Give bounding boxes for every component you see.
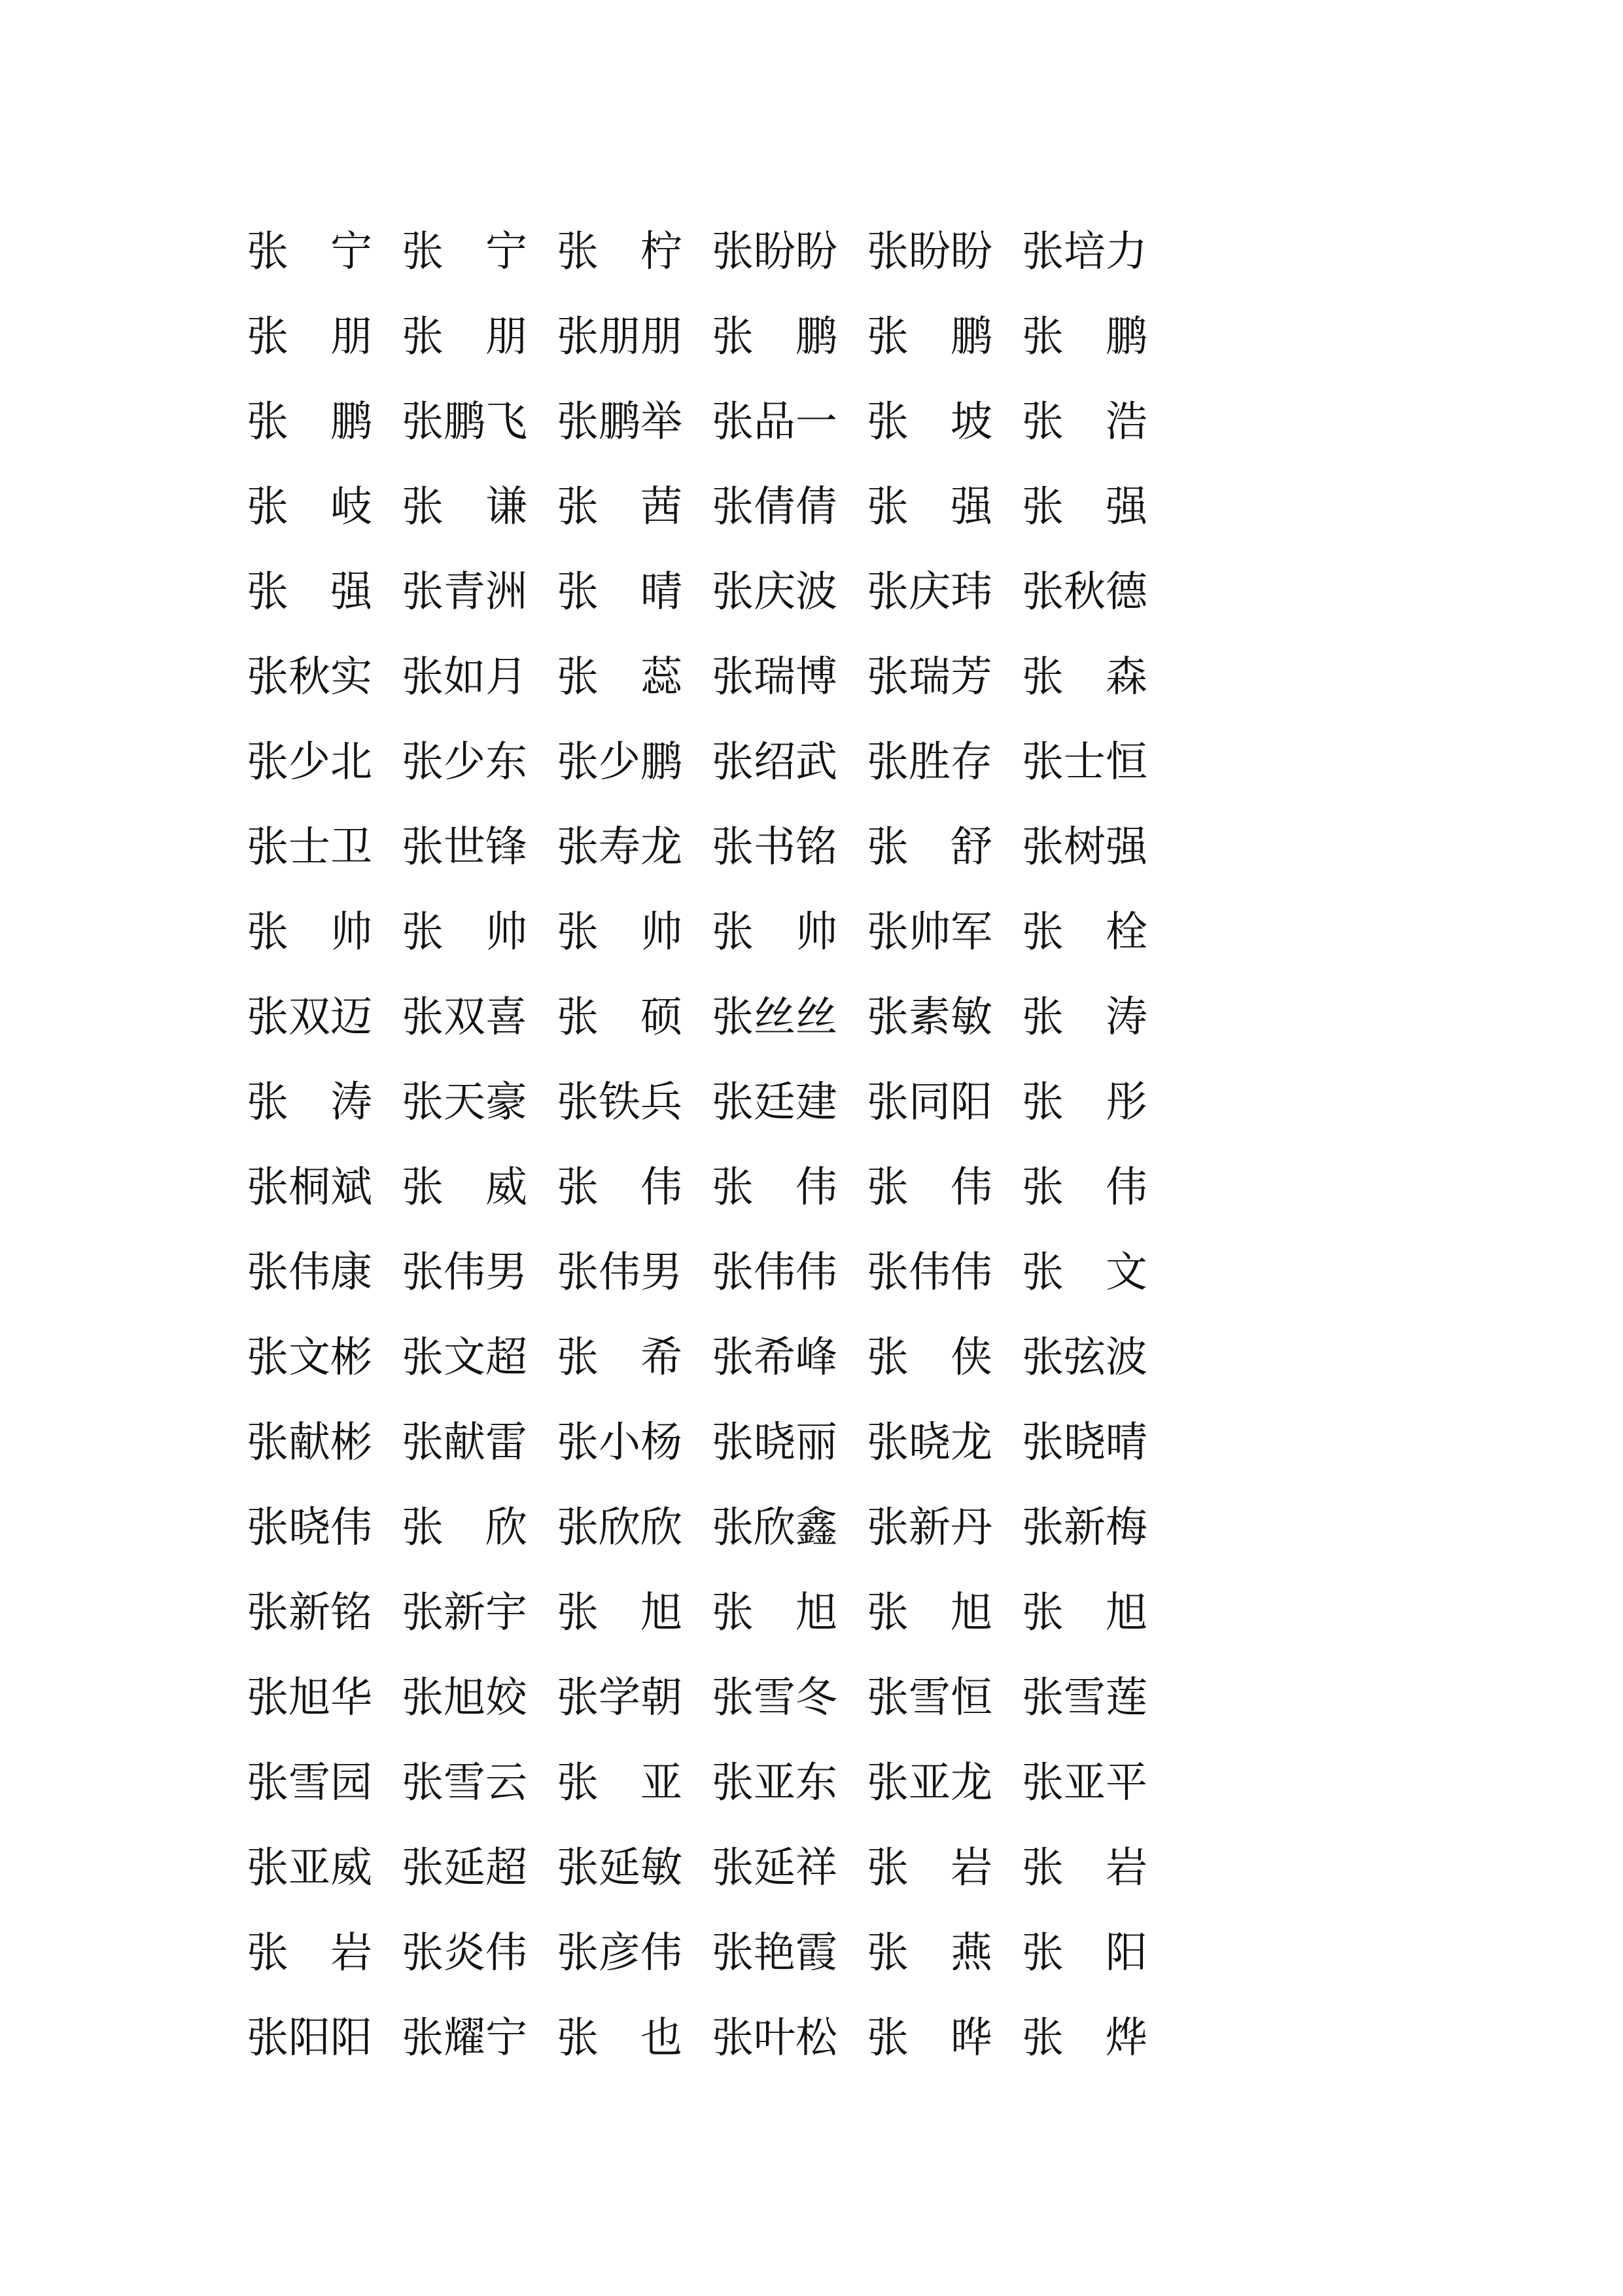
name-cell xyxy=(247,1826,402,1911)
person-name: 张 晓 龙 xyxy=(867,1419,992,1467)
name-cell xyxy=(867,1315,1022,1400)
name-cell xyxy=(247,1911,402,1996)
name-cell xyxy=(402,635,557,720)
person-name: 张 士 恒 xyxy=(1022,738,1147,786)
person-name: 张 森 xyxy=(1022,653,1147,701)
person-name: 张 庆 玮 xyxy=(867,568,992,616)
person-name: 张 延 超 xyxy=(402,1844,527,1892)
person-name: 张 帅 xyxy=(557,908,682,957)
person-name: 张 伟 男 xyxy=(557,1248,682,1297)
person-name: 张 叶 松 xyxy=(712,2014,837,2062)
name-cell xyxy=(712,1485,867,1570)
name-cell xyxy=(1022,1400,1177,1485)
name-cell xyxy=(1022,1485,1177,1570)
person-name: 张 晓 晴 xyxy=(1022,1419,1147,1467)
person-name: 张 献 雷 xyxy=(402,1419,527,1467)
person-name: 张 倩 倩 xyxy=(712,483,837,531)
person-name: 张 强 xyxy=(867,483,992,531)
name-cell xyxy=(402,1060,557,1145)
name-cell xyxy=(712,1570,867,1655)
person-name: 张 希 xyxy=(557,1333,682,1382)
person-name: 张 旭 华 xyxy=(247,1674,372,1722)
person-name: 张 旭 xyxy=(1022,1589,1147,1637)
name-row xyxy=(247,1996,1176,2081)
person-name: 张 士 卫 xyxy=(247,823,372,872)
name-cell xyxy=(402,209,557,294)
name-cell xyxy=(867,1570,1022,1655)
person-name: 张 浩 xyxy=(1022,398,1147,446)
person-name: 张 谦 xyxy=(402,483,527,531)
name-cell xyxy=(1022,1570,1177,1655)
person-name: 张 盼 盼 xyxy=(867,228,992,276)
name-cell xyxy=(247,1315,402,1400)
person-name: 张 宁 xyxy=(402,228,527,276)
person-name: 张 双 喜 xyxy=(402,993,527,1042)
name-cell xyxy=(402,380,557,465)
person-name: 张 绍 武 xyxy=(712,738,837,786)
person-name: 张 宁 xyxy=(247,228,372,276)
person-name: 张 少 鹏 xyxy=(557,738,682,786)
name-cell xyxy=(557,805,712,890)
name-cell xyxy=(712,1315,867,1400)
name-cell xyxy=(867,1400,1022,1485)
name-cell xyxy=(1022,465,1177,550)
name-cell xyxy=(1022,380,1177,465)
person-name: 张 朋 xyxy=(247,313,372,361)
name-cell xyxy=(402,1740,557,1826)
person-name: 张 旭 xyxy=(867,1589,992,1637)
name-row xyxy=(247,635,1176,720)
person-name: 张 桐 斌 xyxy=(247,1163,372,1212)
person-name: 张 雪 冬 xyxy=(712,1674,837,1722)
person-name: 张 雪 园 xyxy=(247,1759,372,1807)
person-name: 张 伟 伟 xyxy=(867,1248,992,1297)
person-name: 张 涛 xyxy=(1022,993,1147,1042)
person-name: 张 弦 波 xyxy=(1022,1333,1147,1382)
person-name: 张 如 月 xyxy=(402,653,527,701)
name-row xyxy=(247,1060,1176,1145)
name-cell xyxy=(1022,550,1177,635)
person-name: 张 阳 xyxy=(1022,1929,1147,1977)
name-cell xyxy=(712,1145,867,1230)
person-name: 张 岩 xyxy=(247,1929,372,1977)
person-name: 张 耀 宁 xyxy=(402,2014,527,2062)
name-cell xyxy=(1022,975,1177,1060)
person-name: 张 新 丹 xyxy=(867,1504,992,1552)
person-name: 张 鹏 举 xyxy=(557,398,682,446)
person-name: 张 延 祥 xyxy=(712,1844,837,1892)
name-cell xyxy=(867,890,1022,975)
name-cell xyxy=(712,465,867,550)
name-cell xyxy=(557,1400,712,1485)
name-cell xyxy=(867,465,1022,550)
person-name: 张 新 宇 xyxy=(402,1589,527,1637)
person-name: 张 希 峰 xyxy=(712,1333,837,1382)
person-name: 张 胜 存 xyxy=(867,738,992,786)
name-cell xyxy=(712,1826,867,1911)
person-name: 张 也 xyxy=(557,2014,682,2062)
person-name: 张 秋 实 xyxy=(247,653,372,701)
name-list xyxy=(247,209,1176,2081)
person-name: 张 燕 xyxy=(867,1929,992,1977)
name-cell xyxy=(867,1740,1022,1826)
name-cell xyxy=(557,1911,712,1996)
name-cell xyxy=(557,209,712,294)
name-cell xyxy=(1022,1060,1177,1145)
name-cell xyxy=(1022,1315,1177,1400)
person-name: 张 亚 龙 xyxy=(867,1759,992,1807)
person-name: 张 岐 xyxy=(247,483,372,531)
person-name: 张 伟 xyxy=(557,1163,682,1212)
person-name: 张 秋 德 xyxy=(1022,568,1147,616)
person-name: 张 亚 东 xyxy=(712,1759,837,1807)
person-name: 张 帅 xyxy=(712,908,837,957)
name-cell xyxy=(867,550,1022,635)
person-name: 张 阳 阳 xyxy=(247,2014,372,2062)
name-cell xyxy=(1022,1911,1177,1996)
person-name: 张 欣 鑫 xyxy=(712,1504,837,1552)
name-cell xyxy=(867,1996,1022,2081)
name-cell xyxy=(867,1485,1022,1570)
person-name: 张 新 梅 xyxy=(1022,1504,1147,1552)
name-cell xyxy=(402,1996,557,2081)
name-cell xyxy=(402,805,557,890)
person-name: 张 朋 朋 xyxy=(557,313,682,361)
name-cell xyxy=(247,550,402,635)
person-name: 张 艳 霞 xyxy=(712,1929,837,1977)
name-cell xyxy=(712,1230,867,1315)
name-row xyxy=(247,1911,1176,1996)
name-cell xyxy=(247,975,402,1060)
name-row xyxy=(247,465,1176,550)
person-name: 张 伟 男 xyxy=(402,1248,527,1297)
name-cell xyxy=(557,1655,712,1740)
person-name: 张 鹏 xyxy=(247,398,372,446)
person-name: 张 文 xyxy=(1022,1248,1147,1297)
name-cell xyxy=(557,1740,712,1826)
person-name: 张 鹏 飞 xyxy=(402,398,527,446)
person-name: 张 伟 xyxy=(867,1163,992,1212)
person-name: 张 延 敏 xyxy=(557,1844,682,1892)
person-name: 张 强 xyxy=(247,568,372,616)
name-cell xyxy=(867,294,1022,380)
name-cell xyxy=(712,890,867,975)
name-cell xyxy=(1022,890,1177,975)
person-name: 张 伟 伟 xyxy=(712,1248,837,1297)
name-cell xyxy=(1022,1145,1177,1230)
person-name: 张 铁 兵 xyxy=(557,1078,682,1127)
name-row xyxy=(247,1230,1176,1315)
name-cell xyxy=(712,635,867,720)
person-name: 张 晔 xyxy=(867,2014,992,2062)
name-row xyxy=(247,1485,1176,1570)
name-row xyxy=(247,975,1176,1060)
name-cell xyxy=(1022,635,1177,720)
name-cell xyxy=(867,635,1022,720)
person-name: 张 雪 恒 xyxy=(867,1674,992,1722)
name-row xyxy=(247,805,1176,890)
name-cell xyxy=(557,465,712,550)
name-cell xyxy=(402,1570,557,1655)
person-name: 张 旭 xyxy=(712,1589,837,1637)
person-name: 张 晓 伟 xyxy=(247,1504,372,1552)
name-cell xyxy=(402,1826,557,1911)
person-name: 张 世 锋 xyxy=(402,823,527,872)
name-cell xyxy=(247,1740,402,1826)
person-name: 张 少 东 xyxy=(402,738,527,786)
person-name: 张 雪 云 xyxy=(402,1759,527,1807)
name-cell xyxy=(557,1485,712,1570)
name-cell xyxy=(867,1060,1022,1145)
name-cell xyxy=(402,975,557,1060)
person-name: 张 素 敏 xyxy=(867,993,992,1042)
person-name: 张 蕊 xyxy=(557,653,682,701)
person-name: 张 盼 盼 xyxy=(712,228,837,276)
name-cell xyxy=(402,465,557,550)
name-row xyxy=(247,550,1176,635)
person-name: 张 少 北 xyxy=(247,738,372,786)
person-name: 张 亚 xyxy=(557,1759,682,1807)
person-name: 张 炎 伟 xyxy=(402,1929,527,1977)
name-cell xyxy=(247,890,402,975)
person-name: 张 强 xyxy=(1022,483,1147,531)
name-cell xyxy=(247,1060,402,1145)
name-cell xyxy=(712,380,867,465)
person-name: 张 帅 xyxy=(402,908,527,957)
person-name: 张 晓 丽 xyxy=(712,1419,837,1467)
name-cell xyxy=(712,209,867,294)
person-name: 张 鹏 xyxy=(867,313,992,361)
name-row xyxy=(247,294,1176,380)
name-cell xyxy=(867,805,1022,890)
name-cell xyxy=(1022,805,1177,890)
person-name: 张 坡 xyxy=(867,398,992,446)
name-cell xyxy=(402,294,557,380)
person-name: 张 鹏 xyxy=(712,313,837,361)
name-cell xyxy=(1022,1826,1177,1911)
name-cell xyxy=(557,890,712,975)
person-name: 张 欣 xyxy=(402,1504,527,1552)
name-cell xyxy=(867,1655,1022,1740)
name-cell xyxy=(402,1230,557,1315)
name-cell xyxy=(867,1826,1022,1911)
name-cell xyxy=(247,1230,402,1315)
name-cell xyxy=(557,1315,712,1400)
person-name: 张 岩 xyxy=(867,1844,992,1892)
person-name: 张 帅 xyxy=(247,908,372,957)
person-name: 张 文 超 xyxy=(402,1333,527,1382)
name-cell xyxy=(712,975,867,1060)
name-cell xyxy=(247,209,402,294)
person-name: 张 天 豪 xyxy=(402,1078,527,1127)
name-cell xyxy=(867,380,1022,465)
person-name: 张 威 xyxy=(402,1163,527,1212)
name-cell xyxy=(712,294,867,380)
name-cell xyxy=(712,1060,867,1145)
name-cell xyxy=(712,1400,867,1485)
name-cell xyxy=(247,1996,402,2081)
name-cell xyxy=(1022,720,1177,805)
name-row xyxy=(247,1740,1176,1826)
name-cell xyxy=(712,1740,867,1826)
name-cell xyxy=(247,294,402,380)
person-name: 张 彤 xyxy=(1022,1078,1147,1127)
name-row xyxy=(247,1145,1176,1230)
person-name: 张 献 彬 xyxy=(247,1419,372,1467)
person-name: 张 同 阳 xyxy=(867,1078,992,1127)
name-cell xyxy=(402,1655,557,1740)
name-cell xyxy=(557,380,712,465)
name-cell xyxy=(557,1996,712,2081)
person-name: 张 庆 波 xyxy=(712,568,837,616)
person-name: 张 伟 xyxy=(712,1163,837,1212)
person-name: 张 伟 康 xyxy=(247,1248,372,1297)
name-cell xyxy=(402,1145,557,1230)
person-name: 张 寿 龙 xyxy=(557,823,682,872)
person-name: 张 双 迈 xyxy=(247,993,372,1042)
person-name: 张 亚 威 xyxy=(247,1844,372,1892)
person-name: 张 丝 丝 xyxy=(712,993,837,1042)
name-cell xyxy=(247,1485,402,1570)
name-row xyxy=(247,1826,1176,1911)
person-name: 张 瑞 博 xyxy=(712,653,837,701)
person-name: 张 伟 xyxy=(1022,1163,1147,1212)
name-cell xyxy=(402,720,557,805)
name-cell xyxy=(1022,209,1177,294)
name-cell xyxy=(247,465,402,550)
person-name: 张 瑞 芳 xyxy=(867,653,992,701)
person-name: 张 新 铭 xyxy=(247,1589,372,1637)
name-cell xyxy=(712,720,867,805)
name-cell xyxy=(402,1315,557,1400)
name-cell xyxy=(557,294,712,380)
name-cell xyxy=(867,1145,1022,1230)
name-cell xyxy=(712,1996,867,2081)
name-cell xyxy=(402,890,557,975)
name-cell xyxy=(557,975,712,1060)
name-cell xyxy=(402,1400,557,1485)
person-name: 张 硕 xyxy=(557,993,682,1042)
person-name: 张 岩 xyxy=(1022,1844,1147,1892)
name-cell xyxy=(867,209,1022,294)
person-name: 张 栓 xyxy=(1022,908,1147,957)
person-name: 张 雪 莲 xyxy=(1022,1674,1147,1722)
name-row xyxy=(247,890,1176,975)
name-cell xyxy=(557,1060,712,1145)
person-name: 张 书 铭 xyxy=(712,823,837,872)
name-cell xyxy=(1022,1655,1177,1740)
name-cell xyxy=(557,1826,712,1911)
name-cell xyxy=(247,1400,402,1485)
person-name: 张 涛 xyxy=(247,1078,372,1127)
name-row xyxy=(247,380,1176,465)
name-row xyxy=(247,1570,1176,1655)
name-cell xyxy=(247,1655,402,1740)
person-name: 张 欣 欣 xyxy=(557,1504,682,1552)
name-cell xyxy=(1022,1996,1177,2081)
name-cell xyxy=(247,805,402,890)
name-row xyxy=(247,1400,1176,1485)
name-cell xyxy=(402,1485,557,1570)
person-name: 张 旭 xyxy=(557,1589,682,1637)
name-row xyxy=(247,209,1176,294)
name-cell xyxy=(402,550,557,635)
person-name: 张 文 彬 xyxy=(247,1333,372,1382)
person-name: 张 旭 姣 xyxy=(402,1674,527,1722)
person-name: 张 鹏 xyxy=(1022,313,1147,361)
name-cell xyxy=(867,1911,1022,1996)
name-cell xyxy=(867,720,1022,805)
name-row xyxy=(247,1655,1176,1740)
person-name: 张 亚 平 xyxy=(1022,1759,1147,1807)
person-name: 张 品 一 xyxy=(712,398,837,446)
name-row xyxy=(247,720,1176,805)
person-name: 张 学 朝 xyxy=(557,1674,682,1722)
name-cell xyxy=(867,975,1022,1060)
person-name: 张 彦 伟 xyxy=(557,1929,682,1977)
name-cell xyxy=(247,1145,402,1230)
name-cell xyxy=(557,1570,712,1655)
name-cell xyxy=(1022,1230,1177,1315)
name-cell xyxy=(712,1655,867,1740)
person-name: 张 烨 xyxy=(1022,2014,1147,2062)
person-name: 张 侠 xyxy=(867,1333,992,1382)
name-cell xyxy=(247,1570,402,1655)
name-cell xyxy=(712,805,867,890)
person-name: 张 小 杨 xyxy=(557,1419,682,1467)
name-cell xyxy=(247,720,402,805)
name-cell xyxy=(557,720,712,805)
person-name: 张 朋 xyxy=(402,313,527,361)
person-name: 张 柠 xyxy=(557,228,682,276)
name-cell xyxy=(557,635,712,720)
person-name: 张 舒 xyxy=(867,823,992,872)
person-name: 张 培 力 xyxy=(1022,228,1147,276)
person-name: 张 帅 军 xyxy=(867,908,992,957)
name-cell xyxy=(247,635,402,720)
name-cell xyxy=(712,1911,867,1996)
person-name: 张 茜 xyxy=(557,483,682,531)
name-cell xyxy=(247,380,402,465)
name-cell xyxy=(1022,1740,1177,1826)
name-cell xyxy=(557,550,712,635)
person-name: 张 青 洲 xyxy=(402,568,527,616)
person-name: 张 廷 建 xyxy=(712,1078,837,1127)
person-name: 张 树 强 xyxy=(1022,823,1147,872)
name-cell xyxy=(867,1230,1022,1315)
name-cell xyxy=(557,1145,712,1230)
name-cell xyxy=(712,550,867,635)
name-row xyxy=(247,1315,1176,1400)
name-cell xyxy=(1022,294,1177,380)
name-cell xyxy=(402,1911,557,1996)
name-cell xyxy=(557,1230,712,1315)
person-name: 张 晴 xyxy=(557,568,682,616)
